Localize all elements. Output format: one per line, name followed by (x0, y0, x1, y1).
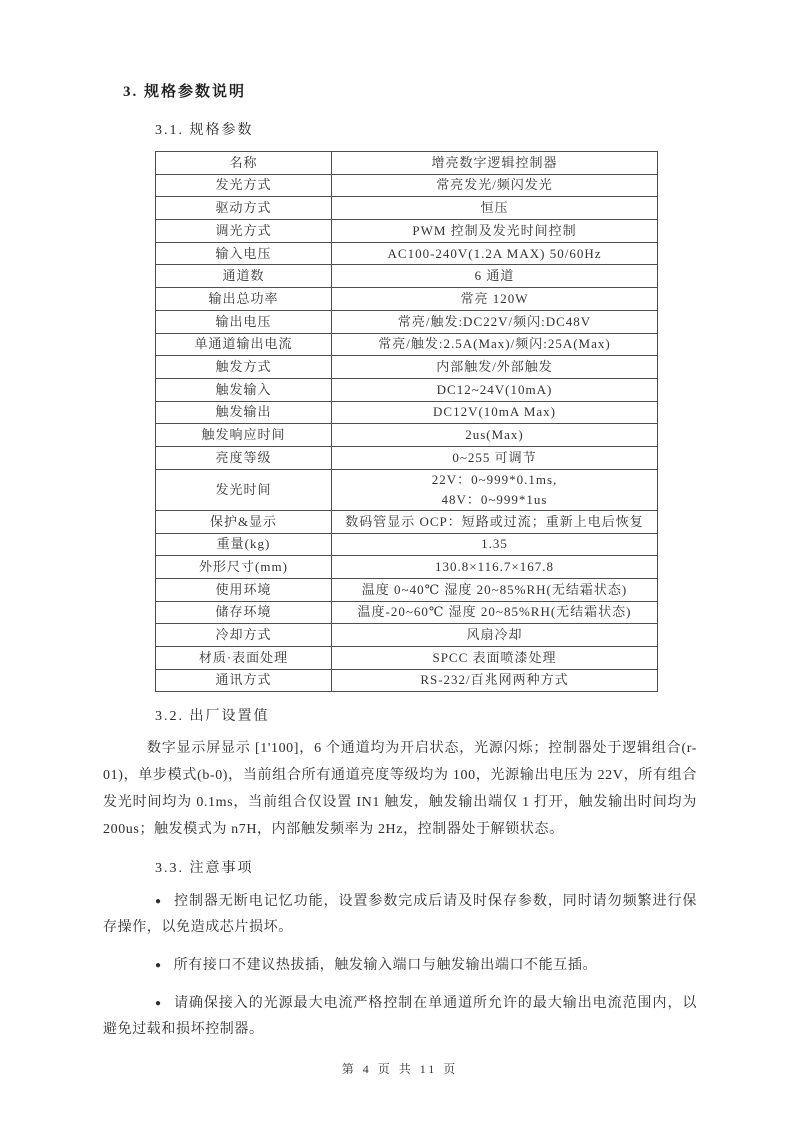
spec-value: 2us(Max) (332, 424, 658, 447)
spec-label: 触发响应时间 (156, 424, 332, 447)
spec-value: DC12V(10mA Max) (332, 401, 658, 424)
spec-label: 名称 (156, 152, 332, 175)
subsection-32-title: 3.2. 出厂设置值 (155, 709, 270, 725)
spec-value: AC100-240V(1.2A MAX) 50/60Hz (332, 242, 658, 265)
subsection-31-title: 3.1. 规格参数 (155, 123, 254, 138)
table-row (156, 242, 658, 265)
spec-label: 发光时间 (156, 469, 332, 510)
page-number-footer: 第 4 页 共 11 页 (341, 1062, 459, 1076)
spec-label: 通道数 (156, 265, 332, 288)
spec-label: 触发输入 (156, 378, 332, 401)
table-row (156, 401, 658, 424)
table-row (156, 288, 658, 311)
spec-value: 0~255 可调节 (332, 446, 658, 469)
spec-value: 常亮发光/频闪发光 (332, 174, 658, 197)
table-row (156, 601, 658, 624)
spec-value: 温度 0~40℃ 湿度 20~85%RH(无结霜状态) (332, 578, 658, 601)
spec-label: 调光方式 (156, 220, 332, 243)
notes-list (103, 889, 697, 1043)
bullet-icon: ● (155, 896, 162, 908)
spec-label: 储存环境 (156, 601, 332, 624)
spec-label: 单通道输出电流 (156, 333, 332, 356)
table-row (156, 510, 658, 533)
spec-value: 130.8×116.7×167.8 (332, 556, 658, 579)
spec-label: 冷却方式 (156, 624, 332, 647)
table-row (156, 265, 658, 288)
table-row (156, 220, 658, 243)
table-row (156, 533, 658, 556)
spec-value: 常亮/触发:2.5A(Max)/频闪:25A(Max) (332, 333, 658, 356)
spec-value: 数码管显示 OCP：短路或过流；重新上电后恢复 (332, 510, 658, 533)
spec-value: 6 通道 (332, 265, 658, 288)
note-item: ● 所有接口不建议热拔插，触发输入端口与触发输出端口不能互插。 (155, 958, 598, 974)
spec-label: 输出总功率 (156, 288, 332, 311)
spec-label: 输入电压 (156, 242, 332, 265)
spec-value: PWM 控制及发光时间控制 (332, 220, 658, 243)
spec-value: 1.35 (332, 533, 658, 556)
table-row (156, 647, 658, 670)
spec-value: 内部触发/外部触发 (332, 356, 658, 379)
spec-label: 驱动方式 (156, 197, 332, 220)
spec-value: SPCC 表面喷漆处理 (332, 647, 658, 670)
table-row (156, 556, 658, 579)
spec-value: 常亮 120W (332, 288, 658, 311)
spec-value: 温度-20~60℃ 湿度 20~85%RH(无结霜状态) (332, 601, 658, 624)
spec-value: 增亮数字逻辑控制器 (332, 152, 658, 175)
table-row (156, 356, 658, 379)
table-row (156, 624, 658, 647)
table-row (156, 446, 658, 469)
subsection-33-title: 3.3. 注意事项 (155, 861, 254, 877)
note-item: ● 请确保接入的光源最大电流严格控制在单通道所允许的最大输出电流范围内，以避免过载和损坏控制器。 (103, 996, 698, 1038)
spec-label: 触发输出 (156, 401, 332, 424)
spec-table (155, 151, 658, 692)
spec-label: 材质·表面处理 (156, 647, 332, 670)
spec-label: 亮度等级 (156, 446, 332, 469)
spec-value: RS-232/百兆网两种方式 (332, 669, 658, 692)
table-row (156, 378, 658, 401)
spec-value: DC12~24V(10mA) (332, 378, 658, 401)
spec-value: 风扇冷却 (332, 624, 658, 647)
table-row (156, 578, 658, 601)
bullet-icon: ● (155, 960, 162, 972)
spec-value: 恒压 (332, 197, 658, 220)
spec-label: 保护&显示 (156, 510, 332, 533)
table-row (156, 152, 658, 175)
spec-label: 通讯方式 (156, 669, 332, 692)
spec-table-body (156, 152, 658, 692)
table-row (156, 669, 658, 692)
spec-label: 外形尺寸(mm) (156, 556, 332, 579)
table-row (156, 424, 658, 447)
factory-settings-paragraph: 数字显示屏显示 [1'100]，6 个通道均为开启状态，光源闪烁；控制器处于逻辑组合(r-01)，单步模式(b-0)，当前组合所有通道亮度等级均为 100，光源输出电压为 22V，所有组合发光时间均为 0.1ms，当前组合仅设置 IN1 触发，触发输出端仅 1 打开，触发输出时间均为 200us；触发模式为 n7H，内部触发频率为 2Hz，控制器处于解锁状态。 (103, 741, 697, 838)
spec-value: 22V：0~999*0.1ms, 48V：0~999*1us (332, 469, 658, 510)
table-row (156, 333, 658, 356)
spec-label: 重量(kg) (156, 533, 332, 556)
table-row (156, 174, 658, 197)
table-row (156, 197, 658, 220)
spec-label: 使用环境 (156, 578, 332, 601)
note-item: ● 控制器无断电记忆功能，设置参数完成后请及时保存参数，同时请勿频繁进行保存操作，以免造成芯片损坏。 (103, 894, 698, 936)
bullet-icon: ● (155, 998, 162, 1010)
spec-label: 输出电压 (156, 310, 332, 333)
table-row (156, 310, 658, 333)
table-row (156, 469, 658, 510)
section-heading: 3. 规格参数说明 (123, 84, 247, 100)
spec-label: 触发方式 (156, 356, 332, 379)
spec-label: 发光方式 (156, 174, 332, 197)
spec-value: 常亮/触发:DC22V/频闪:DC48V (332, 310, 658, 333)
